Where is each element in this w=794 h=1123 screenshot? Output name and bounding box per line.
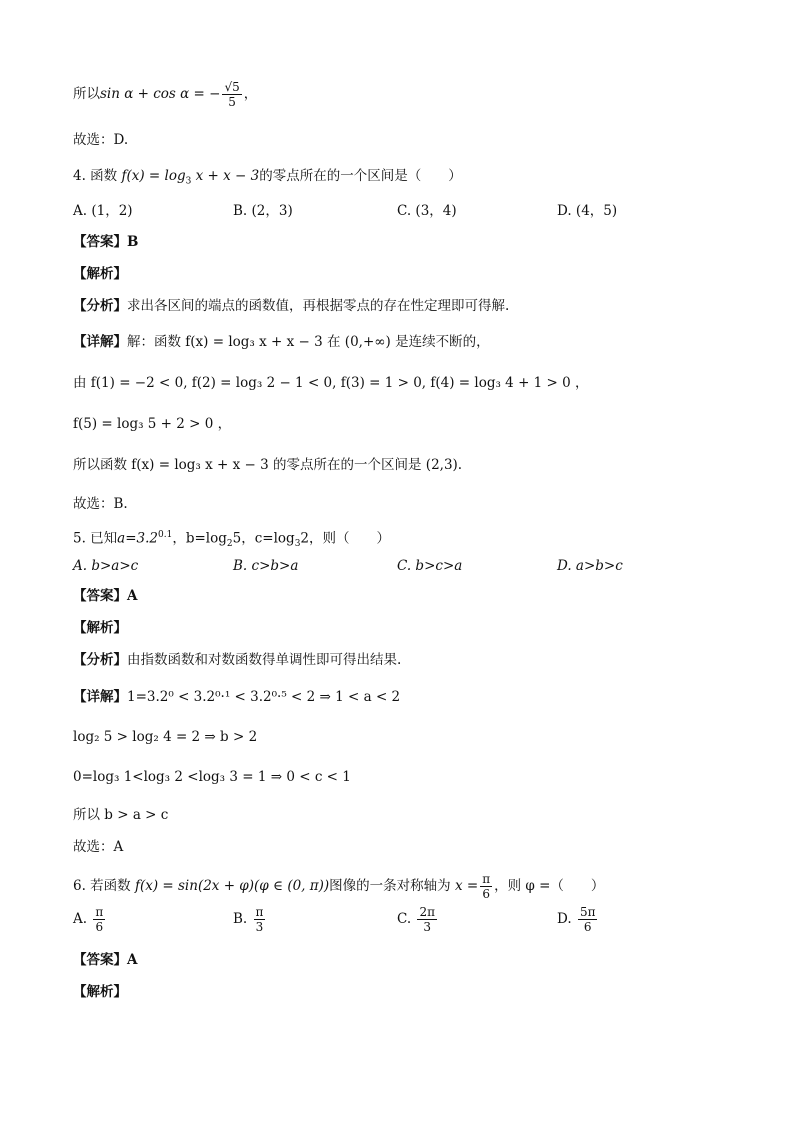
fraction-denominator: 6 (482, 887, 490, 901)
q4-number: 4. 函数 (73, 168, 118, 184)
q5-option-b: B. c>b>a (233, 558, 299, 574)
fraction (254, 905, 266, 934)
q5-b-arg: 5， (232, 530, 255, 547)
fraction-denominator: 3 (255, 920, 264, 934)
fraction (578, 905, 598, 934)
q4-question: 的零点所在的一个区间是（ ） (259, 168, 462, 184)
q4-derivation-2: f(5) = log₃ 5 + 2 > 0 ， (73, 416, 232, 432)
q6-question: ，则 φ =（ ） (494, 878, 605, 894)
detail-tag: 【详解】 (73, 334, 127, 350)
fraction-numerator: π (95, 905, 104, 919)
q5-option-a: A. b>a>c (73, 558, 139, 574)
fraction (93, 905, 105, 934)
q6-function: f(x) = sin(2x + φ)(φ ∈ (0, π)) (134, 878, 330, 894)
fraction (480, 872, 492, 901)
fenxi-text: 求出各区间的端点的函数值，再根据零点的存在性定理即可得解. (127, 298, 510, 314)
q4-option-c: C. (3，4) (397, 203, 457, 219)
fraction-numerator: √5 (224, 80, 240, 94)
q5-choose: 故选：A (73, 839, 124, 855)
option-label: C. (397, 911, 412, 927)
q5-conclusion: 所以 b > a > c (73, 807, 169, 823)
option-label: D. (557, 911, 572, 927)
fenxi-text: 由指数函数和对数函数得单调性即可得出结果. (127, 652, 402, 668)
q5-fenxi (73, 650, 401, 670)
text-prefix: 所以 (73, 86, 100, 102)
q5-option-c: C. b>c>a (397, 558, 463, 574)
q6-axis-x: x = (454, 878, 479, 894)
q6-option-a (73, 905, 107, 934)
q5-derivation-b: log₂ 5 > log₂ 4 = 2 ⇒ b > 2 (73, 729, 258, 745)
q4-detail (73, 332, 490, 352)
fraction-denominator: 5 (228, 95, 236, 109)
q4-analysis-title: 【解析】 (73, 266, 127, 282)
fraction (222, 80, 241, 109)
q5-a-def: a=3.2 (117, 530, 159, 547)
fraction-numerator: 5π (579, 905, 596, 919)
option-label: B. (233, 911, 248, 927)
solution-line-sin-cos (73, 80, 257, 109)
q4-answer: 【答案】B (73, 234, 139, 250)
detail-tag: 【详解】 (73, 689, 127, 705)
q4-option-b: B. (2，3) (233, 203, 293, 219)
fenxi-tag: 【分析】 (73, 298, 127, 314)
q5-analysis-title: 【解析】 (73, 620, 127, 636)
q5-c-base: 3 (294, 539, 301, 550)
detail-text: 1=3.2⁰ < 3.2⁰·¹ < 3.2⁰·⁵ < 2 ⇒ 1 < a < 2 (127, 689, 401, 705)
q6-option-b (233, 905, 267, 934)
fraction-denominator: 3 (423, 920, 432, 934)
fenxi-tag: 【分析】 (73, 652, 127, 668)
q4-option-d: D. (4，5) (557, 203, 618, 219)
fraction-numerator: π (255, 905, 264, 919)
choose-line-d: 故选：D. (73, 132, 129, 148)
q5-c-def: c=log (254, 530, 295, 547)
fraction (417, 905, 437, 934)
q5-detail (73, 687, 400, 707)
detail-text: 解：函数 f(x) = log₃ x + x − 3 在 (0,+∞) 是连续不断的， (127, 334, 490, 350)
fraction-numerator: 2π (419, 905, 435, 919)
q4-choose: 故选：B. (73, 496, 128, 512)
q6-number: 6. 若函数 (73, 878, 131, 894)
q6-analysis-title: 【解析】 (73, 984, 127, 1000)
q5-derivation-c: 0=log₃ 1<log₃ 2 <log₃ 3 = 1 ⇒ 0 < c < 1 (73, 769, 351, 785)
q4-derivation-1: 由 f(1) = −2 < 0, f(2) = log₃ 2 − 1 < 0, f(3) = 1 > 0, f(4) = log₃ 4 + 1 > 0 ， (73, 375, 589, 391)
punctuation: ， (243, 86, 258, 102)
q5-option-d: D. a>b>c (557, 558, 623, 574)
q4-fenxi (73, 296, 509, 316)
q5-number: 5. 已知 (73, 530, 118, 547)
q6-answer: 【答案】A (73, 952, 138, 968)
fraction-numerator: π (482, 872, 491, 886)
q4-stem (73, 166, 462, 192)
q4-function: f(x) = log (121, 168, 186, 184)
q5-a-exponent: 0.1 (158, 530, 173, 540)
fraction-denominator: 6 (583, 920, 592, 934)
q4-conclusion: 所以函数 f(x) = log₃ x + x − 3 的零点所在的一个区间是 (2,3). (73, 457, 463, 473)
q5-c-arg: 2，则（ ） (300, 530, 391, 547)
q6-option-d (557, 905, 599, 934)
q4-function-rest: x + x − 3 (195, 168, 260, 184)
q5-answer: 【答案】A (73, 588, 138, 604)
option-label: A. (73, 911, 88, 927)
math-expression: sin α + cos α = − (100, 86, 221, 102)
q5-b-def: ，b=log (172, 530, 227, 547)
q5-stem (73, 525, 390, 554)
q5-b-base: 2 (226, 539, 233, 550)
q6-stem-mid: 图像的一条对称轴为 (329, 878, 451, 894)
q6-option-c (397, 905, 439, 934)
q4-option-a: A. (1，2) (73, 203, 133, 219)
q6-stem (73, 872, 604, 901)
q4-log-base: 3 (185, 176, 192, 187)
fraction-denominator: 6 (95, 920, 104, 934)
